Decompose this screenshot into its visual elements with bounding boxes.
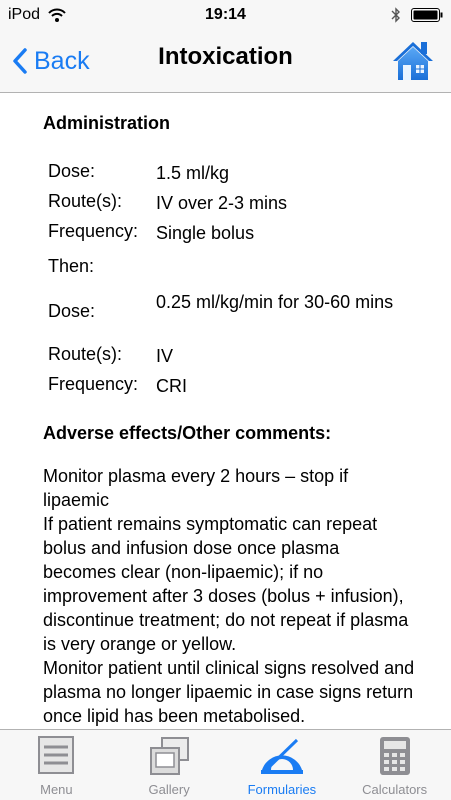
row-label: Frequency: (48, 374, 139, 394)
status-right (391, 7, 443, 23)
tab-bar (0, 729, 451, 800)
chevron-left-icon (12, 48, 28, 74)
tab-label: Gallery (148, 782, 190, 797)
comments-text (43, 464, 415, 728)
row-label: Route(s): (48, 344, 123, 364)
battery-icon (411, 8, 443, 22)
back-button[interactable] (12, 42, 90, 80)
carrier-label: iPod (8, 6, 41, 23)
row-value: Single bolus (156, 223, 255, 243)
row-label: Then: (48, 256, 95, 276)
gallery-icon (148, 736, 190, 776)
tab-menu[interactable] (0, 730, 113, 800)
row-value: IV over 2-3 mins (156, 193, 288, 213)
row-value: IV (156, 346, 174, 366)
tab-label: Calculators (362, 782, 428, 797)
row-label: Dose: (48, 161, 96, 181)
administration-heading: Administration (43, 113, 171, 133)
tab-gallery[interactable] (113, 730, 226, 800)
navigation-bar (0, 30, 451, 93)
formularies-icon (259, 736, 305, 776)
page-title: Intoxication (158, 43, 293, 70)
row-value: 0.25 ml/kg/min for 30-60 mins (156, 292, 394, 312)
comment-paragraph: Monitor patient until clinical signs resolved and plasma no longer lipaemic in case signs return once lipid has been metabolised. (43, 658, 415, 726)
adverse-effects-heading: Adverse effects/Other comments: (43, 423, 332, 443)
tab-label: Menu (40, 782, 73, 797)
tab-label: Formularies (247, 782, 317, 797)
calculator-icon (379, 736, 411, 776)
comment-paragraph: If patient remains symptomatic can repeat bolus and infusion dose once plasma becomes clear (non-lipaemic); if no improvement after 3 doses (bolus + infusion), discontinue treatment; do not repeat if plasma is very orange or yellow. (43, 514, 409, 654)
row-label: Route(s): (48, 191, 123, 211)
menu-icon (38, 736, 74, 774)
row-value: CRI (156, 376, 187, 396)
tab-formularies[interactable] (226, 730, 339, 800)
content-area[interactable] (0, 93, 451, 730)
status-bar (0, 0, 451, 30)
status-time: 19:14 (205, 6, 246, 23)
row-label: Dose: (48, 301, 96, 321)
tab-calculators[interactable] (338, 730, 451, 800)
bluetooth-icon (391, 7, 401, 23)
back-label: Back (34, 46, 90, 75)
home-icon[interactable] (389, 36, 437, 84)
row-value: 1.5 ml/kg (156, 163, 230, 183)
row-label: Frequency: (48, 221, 139, 241)
comment-paragraph: Monitor plasma every 2 hours – stop if lipaemic (43, 466, 349, 510)
